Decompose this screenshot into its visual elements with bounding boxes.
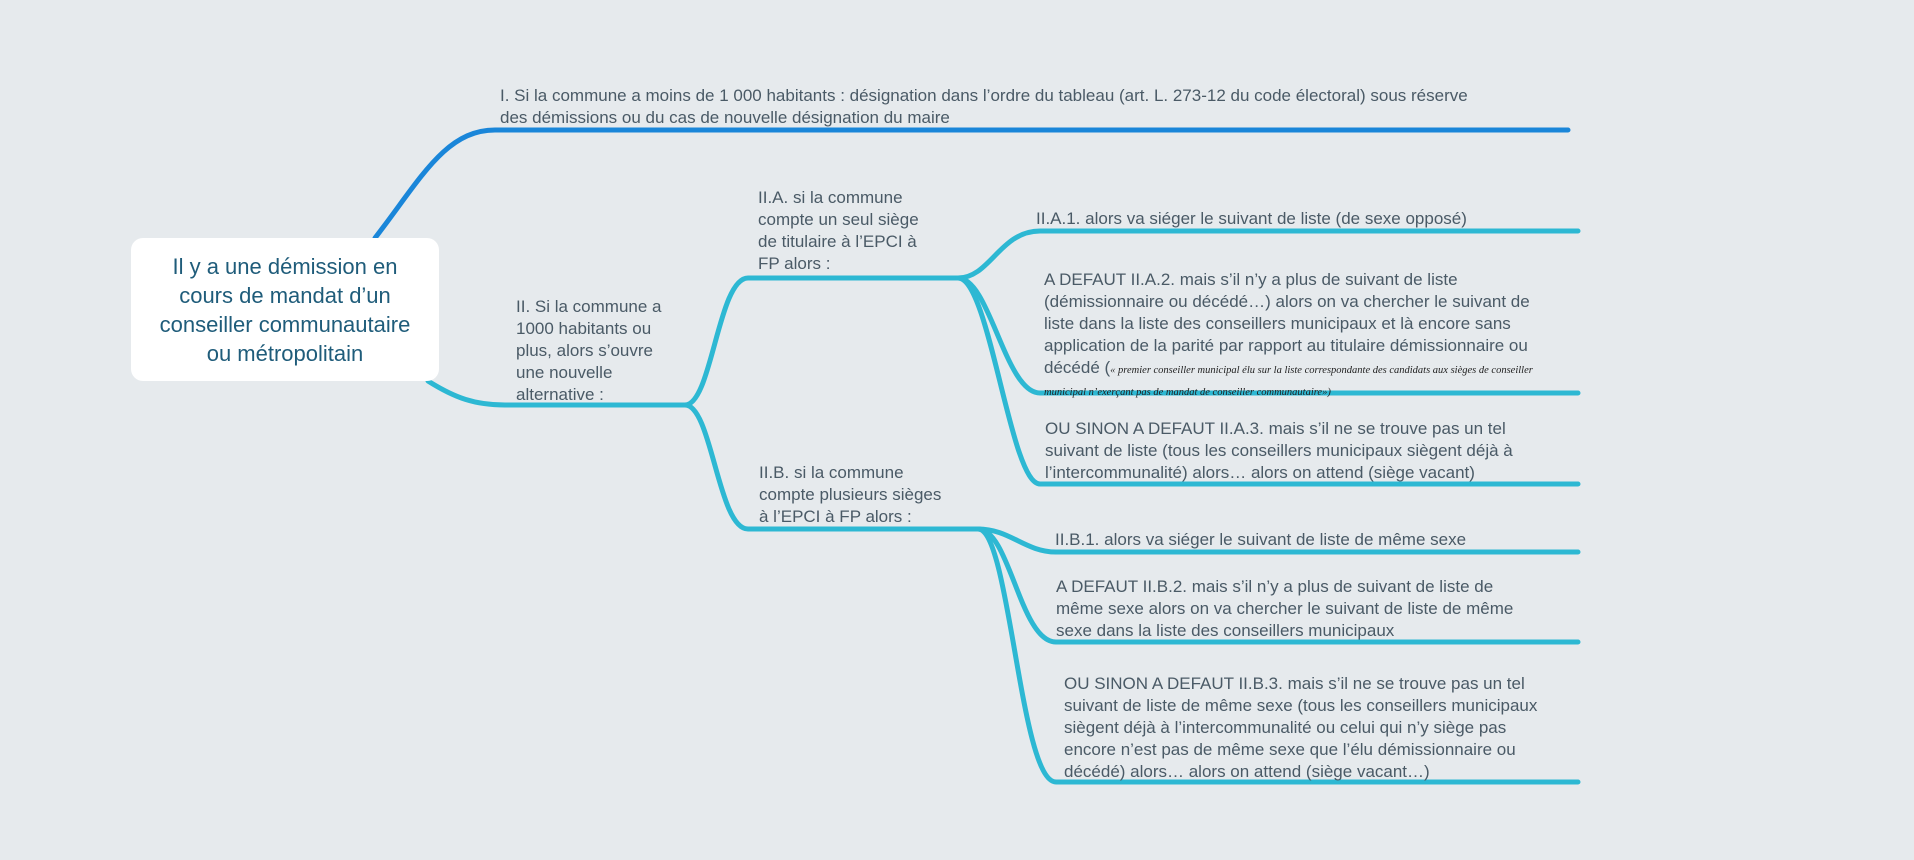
root-topic[interactable]	[131, 238, 439, 381]
branch-IIB-item-1[interactable]: II.B.1. alors va siéger le suivant de liste de même sexe	[1055, 530, 1467, 549]
branch-IIA-label[interactable]: II.A. si la commune compte un seul siège de titulaire à l’EPCI à FP alors :	[758, 188, 919, 273]
branch-IIA-item-2[interactable]	[1044, 269, 1574, 401]
branch-IIA-item-2-text: A DEFAUT II.A.2. mais s’il n’y a plus de suivant de liste (démissionnaire ou décédé…) alors on va chercher le suivant de liste dans la liste des conseillers municipaux et là encore sans application de la parité par rapport au titulaire démissionnaire ou décédé (	[1044, 270, 1530, 377]
branch-I-label[interactable]: I. Si la commune a moins de 1 000 habitants : désignation dans l’ordre du tableau (art. L. 273-12 du code électoral) sous réserve des démissions ou du cas de nouvelle désignation du maire	[500, 86, 1468, 127]
branch-IIB-item-2[interactable]: A DEFAUT II.B.2. mais s’il n’y a plus de suivant de liste de même sexe alors on va chercher le suivant de liste de même sexe dans la liste des conseillers municipaux	[1056, 577, 1514, 640]
branch-IIB-label[interactable]: II.B. si la commune compte plusieurs sièges à l’EPCI à FP alors :	[759, 463, 942, 526]
branch-IIA-item-2-note: « premier conseiller municipal élu sur la liste correspondante des candidats aux sièges de conseiller municipal n’exerçant pas de mandat de conseiller communautaire»)	[1044, 365, 1533, 398]
root-topic-label: Il y a une démission en cours de mandat d’un conseiller communautaire ou métropolitain	[159, 253, 411, 366]
branch-II-label[interactable]: II. Si la commune a 1000 habitants ou plus, alors s’ouvre une nouvelle alternative :	[516, 297, 662, 404]
branch-IIA-item-1[interactable]: II.A.1. alors va siéger le suivant de liste (de sexe opposé)	[1036, 209, 1467, 228]
branch-IIA-item-3[interactable]: OU SINON A DEFAUT II.A.3. mais s’il ne se trouve pas un tel suivant de liste (tous les conseillers municipaux siègent déjà à l’intercommunalité) alors… alors on attend (siège vacant)	[1045, 419, 1513, 482]
branch-IIB-item-3[interactable]: OU SINON A DEFAUT II.B.3. mais s’il ne se trouve pas un tel suivant de liste de même sexe (tous les conseillers municipaux siègent déjà à l’intercommunalité ou celui qui n’y siège pas encore n’est pas de même sexe que l’élu démissionnaire ou décédé) alors… alors on attend (siège vacant…)	[1064, 674, 1538, 781]
connector-II-to-IIA	[685, 278, 958, 405]
